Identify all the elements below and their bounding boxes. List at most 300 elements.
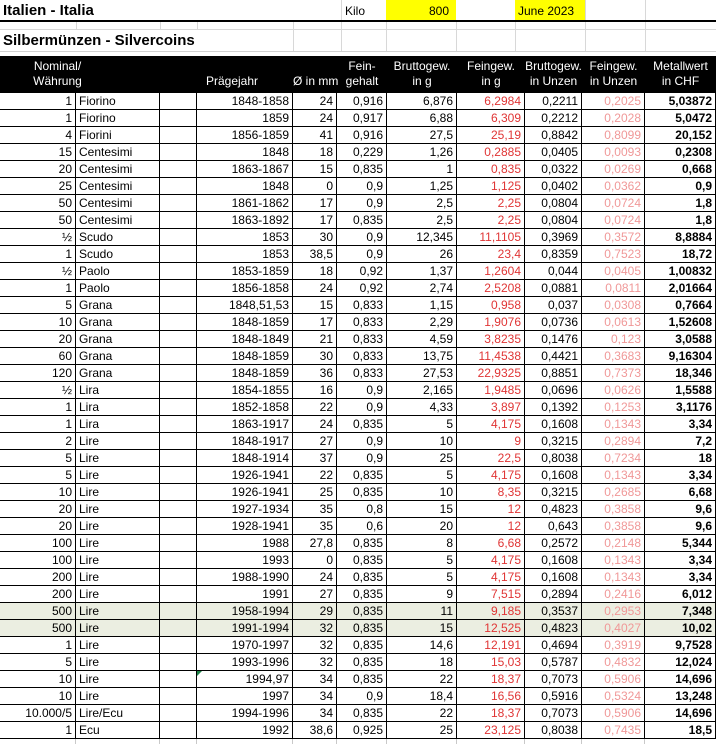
table-cell[interactable]: 22 — [387, 705, 457, 722]
table-cell[interactable]: 0,2028 — [582, 110, 645, 127]
table-cell[interactable]: 11,4538 — [457, 348, 525, 365]
table-cell[interactable]: 1853-1859 — [197, 263, 293, 280]
table-cell-empty[interactable] — [160, 518, 197, 535]
table-cell[interactable]: 8,8884 — [645, 229, 716, 246]
table-cell[interactable]: 0,1392 — [525, 399, 582, 416]
table-cell[interactable]: 10.000/5 — [0, 705, 76, 722]
table-cell[interactable]: Grana — [76, 331, 160, 348]
table-cell[interactable]: 1848-1917 — [197, 433, 293, 450]
table-cell[interactable]: 10 — [0, 671, 76, 688]
table-cell[interactable]: ½ — [0, 263, 76, 280]
table-cell[interactable]: 5 — [0, 297, 76, 314]
table-cell[interactable]: 0,835 — [337, 535, 387, 552]
table-cell[interactable]: 0,7073 — [525, 671, 582, 688]
table-cell[interactable]: 4,59 — [387, 331, 457, 348]
table-cell[interactable]: 0 — [293, 552, 337, 569]
table-cell[interactable]: 1 — [0, 637, 76, 654]
table-cell[interactable]: 0,8038 — [525, 450, 582, 467]
table-cell[interactable]: 5 — [0, 654, 76, 671]
table-cell-empty[interactable] — [160, 280, 197, 297]
table-cell[interactable]: 3,0588 — [645, 331, 716, 348]
table-cell[interactable]: 6,68 — [457, 535, 525, 552]
table-cell[interactable]: 8,35 — [457, 484, 525, 501]
table-cell[interactable]: 0,0696 — [525, 382, 582, 399]
table-cell[interactable]: Lira — [76, 399, 160, 416]
table-cell[interactable]: Paolo — [76, 280, 160, 297]
table-cell[interactable]: 25 — [387, 450, 457, 467]
table-cell[interactable]: 5 — [387, 467, 457, 484]
header-cell-metal-value[interactable]: Metallwert in CHF — [653, 59, 708, 88]
table-cell[interactable]: 18,37 — [457, 705, 525, 722]
table-cell[interactable]: Lire — [76, 518, 160, 535]
table-cell[interactable]: 0,5906 — [582, 671, 645, 688]
table-cell[interactable]: 4,175 — [457, 569, 525, 586]
table-cell[interactable]: 6,88 — [387, 110, 457, 127]
table-cell[interactable]: 22,9325 — [457, 365, 525, 382]
table-cell[interactable]: 0,0626 — [582, 382, 645, 399]
table-cell[interactable]: 0,9 — [645, 178, 716, 195]
table-cell[interactable]: 0,8842 — [525, 127, 582, 144]
table-cell[interactable]: 0,1608 — [525, 467, 582, 484]
table-cell[interactable]: 0,2211 — [525, 93, 582, 110]
table-cell[interactable]: 0,1608 — [525, 569, 582, 586]
table-cell[interactable]: 0,2894 — [525, 586, 582, 603]
table-cell[interactable]: 3,1176 — [645, 399, 716, 416]
table-cell[interactable]: Fiorini — [76, 127, 160, 144]
table-cell[interactable]: 24 — [293, 93, 337, 110]
table-cell[interactable]: Grana — [76, 365, 160, 382]
table-cell[interactable]: 0,643 — [525, 518, 582, 535]
table-cell[interactable]: 1991-1994 — [197, 620, 293, 637]
table-cell[interactable]: 20 — [0, 518, 76, 535]
sheet-title-cell[interactable]: Italien - Italia — [3, 2, 94, 19]
table-cell-empty[interactable] — [160, 552, 197, 569]
table-cell[interactable]: 1,26 — [387, 144, 457, 161]
table-cell[interactable]: 1,00832 — [645, 263, 716, 280]
table-cell[interactable]: 25 — [387, 722, 457, 739]
table-cell[interactable]: 0,2308 — [645, 144, 716, 161]
table-cell[interactable]: 0,916 — [337, 93, 387, 110]
table-cell[interactable]: 41 — [293, 127, 337, 144]
table-cell[interactable]: 21 — [293, 331, 337, 348]
table-cell[interactable]: 1988-1990 — [197, 569, 293, 586]
date-cell[interactable]: June 2023 — [515, 0, 585, 20]
table-cell[interactable]: 9,7528 — [645, 637, 716, 654]
table-cell[interactable]: 0,7373 — [582, 365, 645, 382]
table-cell-empty[interactable] — [160, 110, 197, 127]
table-cell[interactable]: 3,34 — [645, 467, 716, 484]
table-cell[interactable]: 0,229 — [337, 144, 387, 161]
table-cell[interactable]: 26 — [387, 246, 457, 263]
table-cell[interactable]: 1991 — [197, 586, 293, 603]
table-cell[interactable]: 17 — [293, 212, 337, 229]
table-cell[interactable]: 120 — [0, 365, 76, 382]
table-cell[interactable]: 5 — [0, 467, 76, 484]
table-cell[interactable]: 13,248 — [645, 688, 716, 705]
table-cell-empty[interactable] — [160, 93, 197, 110]
table-cell[interactable]: 0,835 — [337, 603, 387, 620]
table-cell[interactable]: 1848-1859 — [197, 314, 293, 331]
table-cell-empty[interactable] — [160, 484, 197, 501]
table-cell[interactable]: Fiorino — [76, 93, 160, 110]
table-cell[interactable]: 60 — [0, 348, 76, 365]
table-cell[interactable]: 34 — [293, 705, 337, 722]
table-cell[interactable]: ½ — [0, 229, 76, 246]
table-cell[interactable]: 1 — [0, 246, 76, 263]
table-cell[interactable]: 0,0093 — [582, 144, 645, 161]
table-cell[interactable]: 6,309 — [457, 110, 525, 127]
table-cell[interactable]: 18,5 — [645, 722, 716, 739]
table-cell[interactable]: 38,5 — [293, 246, 337, 263]
table-cell[interactable]: 5,0472 — [645, 110, 716, 127]
header-cell-spacer[interactable] — [160, 56, 197, 93]
table-cell[interactable]: 1856-1858 — [197, 280, 293, 297]
table-cell[interactable]: Fiorino — [76, 110, 160, 127]
table-cell[interactable]: 4,175 — [457, 552, 525, 569]
table-cell[interactable]: 0,2212 — [525, 110, 582, 127]
table-cell[interactable]: 0,9 — [337, 433, 387, 450]
table-cell[interactable]: 20 — [0, 161, 76, 178]
table-cell[interactable]: 1,9076 — [457, 314, 525, 331]
table-cell[interactable]: 0,668 — [645, 161, 716, 178]
table-cell[interactable]: 34 — [293, 671, 337, 688]
table-cell[interactable]: 12,024 — [645, 654, 716, 671]
table-cell[interactable]: 0,2416 — [582, 586, 645, 603]
table-cell[interactable]: Centesimi — [76, 161, 160, 178]
table-cell[interactable]: 18 — [387, 654, 457, 671]
table-cell[interactable]: 0,835 — [457, 161, 525, 178]
table-cell[interactable]: 15,03 — [457, 654, 525, 671]
table-cell[interactable]: Centesimi — [76, 178, 160, 195]
table-cell[interactable]: 10,02 — [645, 620, 716, 637]
table-cell[interactable]: Lire — [76, 467, 160, 484]
table-cell[interactable]: 15 — [387, 501, 457, 518]
table-cell[interactable]: Lira — [76, 416, 160, 433]
table-cell[interactable]: 0,3858 — [582, 501, 645, 518]
table-cell[interactable]: 32 — [293, 654, 337, 671]
table-cell[interactable]: 22 — [293, 467, 337, 484]
table-cell-empty[interactable] — [160, 178, 197, 195]
table-cell[interactable]: 0,037 — [525, 297, 582, 314]
header-cell-fineness[interactable]: Fein- gehalt — [345, 59, 379, 88]
table-cell[interactable]: 29 — [293, 603, 337, 620]
table-cell-empty[interactable] — [160, 569, 197, 586]
table-cell[interactable]: 0,1608 — [525, 552, 582, 569]
header-cell-diameter[interactable]: Ø in mm — [293, 74, 339, 88]
table-cell[interactable]: 27 — [293, 433, 337, 450]
table-cell[interactable]: 0,123 — [582, 331, 645, 348]
table-cell[interactable]: Scudo — [76, 246, 160, 263]
table-cell[interactable]: 1863-1867 — [197, 161, 293, 178]
table-cell[interactable]: 0,1608 — [525, 416, 582, 433]
table-cell[interactable]: 0,3969 — [525, 229, 582, 246]
header-cell-fine-grams[interactable]: Feingew. in g — [466, 59, 516, 88]
table-cell[interactable]: 0,2148 — [582, 535, 645, 552]
table-cell[interactable]: 3,8235 — [457, 331, 525, 348]
table-cell[interactable]: 50 — [0, 212, 76, 229]
table-cell[interactable]: 2,25 — [457, 195, 525, 212]
table-cell[interactable]: 3,34 — [645, 569, 716, 586]
table-cell[interactable]: Lire — [76, 671, 160, 688]
table-cell[interactable]: 1861-1862 — [197, 195, 293, 212]
table-cell-empty[interactable] — [160, 195, 197, 212]
table-cell[interactable]: Lire — [76, 620, 160, 637]
table-cell[interactable]: 2,5 — [387, 195, 457, 212]
table-cell[interactable]: 4,175 — [457, 467, 525, 484]
table-cell[interactable]: 0,1343 — [582, 552, 645, 569]
table-cell[interactable]: 0,835 — [337, 416, 387, 433]
table-cell[interactable]: 0,9 — [337, 450, 387, 467]
table-cell[interactable]: 10 — [0, 314, 76, 331]
table-cell[interactable]: Lire — [76, 654, 160, 671]
table-cell[interactable]: Centesimi — [76, 195, 160, 212]
table-cell[interactable]: 18,346 — [645, 365, 716, 382]
table-cell-empty[interactable] — [160, 399, 197, 416]
table-cell-empty[interactable] — [160, 297, 197, 314]
table-cell[interactable]: 1970-1997 — [197, 637, 293, 654]
table-cell[interactable]: 9,6 — [645, 518, 716, 535]
table-cell[interactable]: 27 — [293, 586, 337, 603]
table-cell-empty[interactable] — [160, 314, 197, 331]
table-cell[interactable]: 0,8359 — [525, 246, 582, 263]
table-cell[interactable]: 0,7435 — [582, 722, 645, 739]
table-cell[interactable]: 0,925 — [337, 722, 387, 739]
table-cell[interactable]: 12 — [457, 518, 525, 535]
table-cell[interactable]: 0,2894 — [582, 433, 645, 450]
table-cell[interactable]: 0,916 — [337, 127, 387, 144]
table-cell[interactable]: Scudo — [76, 229, 160, 246]
table-cell[interactable]: 0,833 — [337, 348, 387, 365]
table-cell[interactable]: Ecu — [76, 722, 160, 739]
table-cell[interactable]: 1 — [0, 722, 76, 739]
table-cell-empty[interactable] — [160, 348, 197, 365]
table-cell[interactable]: 2,165 — [387, 382, 457, 399]
table-cell[interactable]: 3,34 — [645, 416, 716, 433]
table-cell[interactable]: 5 — [387, 416, 457, 433]
table-cell[interactable]: Lire — [76, 637, 160, 654]
table-cell[interactable]: 1859 — [197, 110, 293, 127]
sheet-subtitle-cell[interactable]: Silbermünzen - Silvercoins — [3, 32, 195, 49]
table-cell[interactable]: 9 — [387, 586, 457, 603]
table-cell[interactable]: 0,0405 — [525, 144, 582, 161]
table-cell[interactable]: 0,9 — [337, 246, 387, 263]
table-cell-empty[interactable] — [160, 263, 197, 280]
table-cell-empty[interactable] — [160, 603, 197, 620]
table-cell[interactable]: 4,175 — [457, 416, 525, 433]
table-cell[interactable]: 1856-1859 — [197, 127, 293, 144]
table-cell[interactable]: 1,37 — [387, 263, 457, 280]
table-cell[interactable]: 0,044 — [525, 263, 582, 280]
table-cell-empty[interactable] — [160, 127, 197, 144]
table-cell[interactable]: 0,3683 — [582, 348, 645, 365]
table-cell[interactable]: 0,92 — [337, 280, 387, 297]
table-cell[interactable]: 0,7073 — [525, 705, 582, 722]
table-cell[interactable]: 0,3858 — [582, 518, 645, 535]
table-cell[interactable]: 34 — [293, 688, 337, 705]
table-cell[interactable]: 1 — [0, 416, 76, 433]
table-cell[interactable]: 0,835 — [337, 654, 387, 671]
table-cell[interactable]: 1988 — [197, 535, 293, 552]
table-cell[interactable]: 1854-1855 — [197, 382, 293, 399]
table-cell[interactable]: 1848-1914 — [197, 450, 293, 467]
table-cell[interactable]: 0,4823 — [525, 620, 582, 637]
table-cell-empty[interactable] — [160, 246, 197, 263]
table-cell[interactable]: 20,152 — [645, 127, 716, 144]
table-cell[interactable]: 12,525 — [457, 620, 525, 637]
table-cell[interactable]: 200 — [0, 569, 76, 586]
table-cell[interactable]: 2 — [0, 433, 76, 450]
table-cell[interactable]: 0,92 — [337, 263, 387, 280]
table-cell[interactable]: Lire — [76, 569, 160, 586]
table-cell[interactable]: 1 — [0, 93, 76, 110]
table-cell[interactable]: 9,6 — [645, 501, 716, 518]
table-cell[interactable]: 17 — [293, 314, 337, 331]
table-cell[interactable]: Lire — [76, 484, 160, 501]
table-cell[interactable]: 16,56 — [457, 688, 525, 705]
table-cell[interactable]: 1926-1941 — [197, 484, 293, 501]
table-cell[interactable]: 25 — [0, 178, 76, 195]
table-cell[interactable]: 0,9 — [337, 688, 387, 705]
table-cell[interactable]: 1852-1858 — [197, 399, 293, 416]
table-cell[interactable]: 0,0308 — [582, 297, 645, 314]
table-cell[interactable]: 0,5787 — [525, 654, 582, 671]
table-cell[interactable]: 0,835 — [337, 552, 387, 569]
table-cell[interactable]: 24 — [293, 569, 337, 586]
table-cell[interactable]: Lire — [76, 450, 160, 467]
table-cell[interactable]: 0,9 — [337, 178, 387, 195]
table-cell[interactable]: 18,4 — [387, 688, 457, 705]
table-cell[interactable]: 0,0322 — [525, 161, 582, 178]
table-cell[interactable]: 0,4694 — [525, 637, 582, 654]
table-cell[interactable]: 0,3919 — [582, 637, 645, 654]
kilo-label-cell[interactable]: Kilo — [345, 4, 366, 18]
table-cell[interactable]: 1,8 — [645, 212, 716, 229]
table-cell[interactable]: 36 — [293, 365, 337, 382]
table-cell-empty[interactable] — [160, 637, 197, 654]
table-cell[interactable]: 0,917 — [337, 110, 387, 127]
table-cell[interactable]: 18,37 — [457, 671, 525, 688]
table-cell[interactable]: 0,2885 — [457, 144, 525, 161]
table-cell[interactable]: 6,012 — [645, 586, 716, 603]
table-cell[interactable]: 20 — [387, 518, 457, 535]
table-cell[interactable]: 0,0811 — [582, 280, 645, 297]
table-cell[interactable]: 22 — [293, 399, 337, 416]
table-cell[interactable]: 18 — [645, 450, 716, 467]
table-cell[interactable]: 38,6 — [293, 722, 337, 739]
table-cell[interactable]: 0,2025 — [582, 93, 645, 110]
table-cell[interactable]: 5 — [387, 552, 457, 569]
table-cell[interactable]: 0,3215 — [525, 484, 582, 501]
table-cell[interactable]: 23,4 — [457, 246, 525, 263]
table-cell[interactable]: 24 — [293, 110, 337, 127]
table-cell[interactable]: 32 — [293, 620, 337, 637]
table-cell-empty[interactable] — [160, 365, 197, 382]
table-cell[interactable]: 0,833 — [337, 365, 387, 382]
table-cell[interactable]: 1848-1859 — [197, 365, 293, 382]
table-cell[interactable]: 0,0269 — [582, 161, 645, 178]
table-cell[interactable]: 1,5588 — [645, 382, 716, 399]
table-cell-empty[interactable] — [160, 416, 197, 433]
kilo-value-cell[interactable]: 800 — [386, 0, 456, 20]
table-cell[interactable]: 0,5906 — [582, 705, 645, 722]
table-cell-empty[interactable] — [160, 535, 197, 552]
table-cell[interactable]: 0,833 — [337, 314, 387, 331]
table-cell[interactable]: 4,33 — [387, 399, 457, 416]
table-cell-empty[interactable] — [160, 144, 197, 161]
table-cell[interactable]: 22 — [387, 671, 457, 688]
table-cell[interactable]: 15 — [293, 297, 337, 314]
table-cell[interactable]: Grana — [76, 297, 160, 314]
table-cell[interactable]: 25,19 — [457, 127, 525, 144]
table-cell-empty[interactable] — [160, 161, 197, 178]
table-cell[interactable]: 12,191 — [457, 637, 525, 654]
table-cell-empty[interactable] — [160, 467, 197, 484]
table-cell[interactable]: 2,25 — [457, 212, 525, 229]
table-cell[interactable]: 0,8 — [337, 501, 387, 518]
table-cell-empty[interactable] — [160, 501, 197, 518]
table-cell[interactable]: 100 — [0, 552, 76, 569]
header-cell-gross-grams[interactable]: Bruttogew. in g — [393, 59, 451, 88]
header-cell-year[interactable]: Prägejahr — [205, 74, 259, 88]
table-cell[interactable]: 30 — [293, 229, 337, 246]
table-cell[interactable]: 0,0881 — [525, 280, 582, 297]
table-cell[interactable]: 6,876 — [387, 93, 457, 110]
table-cell[interactable]: 10 — [0, 688, 76, 705]
table-cell[interactable]: 18,72 — [645, 246, 716, 263]
table-cell[interactable]: 11,1105 — [457, 229, 525, 246]
table-cell[interactable]: 1 — [0, 399, 76, 416]
table-cell[interactable]: 0,0724 — [582, 195, 645, 212]
table-cell[interactable]: 0,9 — [337, 195, 387, 212]
table-cell[interactable]: 1863-1892 — [197, 212, 293, 229]
table-cell[interactable]: 1853 — [197, 246, 293, 263]
table-cell[interactable]: 14,696 — [645, 671, 716, 688]
table-cell[interactable]: 17 — [293, 195, 337, 212]
table-cell[interactable]: 0,0804 — [525, 212, 582, 229]
table-cell[interactable]: 1928-1941 — [197, 518, 293, 535]
table-cell[interactable]: 0,2685 — [582, 484, 645, 501]
table-cell[interactable]: 10 — [387, 433, 457, 450]
table-cell[interactable]: 1853 — [197, 229, 293, 246]
table-cell[interactable]: 2,01664 — [645, 280, 716, 297]
table-cell[interactable]: 2,5 — [387, 212, 457, 229]
table-cell[interactable]: 500 — [0, 603, 76, 620]
table-cell[interactable]: 6,68 — [645, 484, 716, 501]
table-cell[interactable]: 1848-1859 — [197, 348, 293, 365]
table-cell[interactable]: 0,8038 — [525, 722, 582, 739]
table-cell[interactable]: 0,835 — [337, 620, 387, 637]
table-cell[interactable]: 0,835 — [337, 637, 387, 654]
table-cell[interactable]: 20 — [0, 501, 76, 518]
table-cell[interactable]: 3,34 — [645, 552, 716, 569]
table-cell[interactable]: 200 — [0, 586, 76, 603]
table-cell[interactable]: 1992 — [197, 722, 293, 739]
table-cell[interactable]: 35 — [293, 518, 337, 535]
table-cell[interactable]: 0,835 — [337, 484, 387, 501]
table-cell[interactable]: 0,6 — [337, 518, 387, 535]
table-cell[interactable]: 7,348 — [645, 603, 716, 620]
table-cell[interactable]: 27,5 — [387, 127, 457, 144]
table-cell[interactable]: 1,9485 — [457, 382, 525, 399]
table-cell[interactable]: 1993 — [197, 552, 293, 569]
table-cell[interactable]: 2,29 — [387, 314, 457, 331]
header-cell-gross-ounces[interactable]: Bruttogew. in Unzen — [525, 59, 582, 88]
table-cell[interactable]: 1,2604 — [457, 263, 525, 280]
table-cell[interactable]: 18 — [293, 144, 337, 161]
table-cell[interactable]: 0,0613 — [582, 314, 645, 331]
table-cell[interactable]: 1848-1849 — [197, 331, 293, 348]
table-cell[interactable]: 15 — [0, 144, 76, 161]
